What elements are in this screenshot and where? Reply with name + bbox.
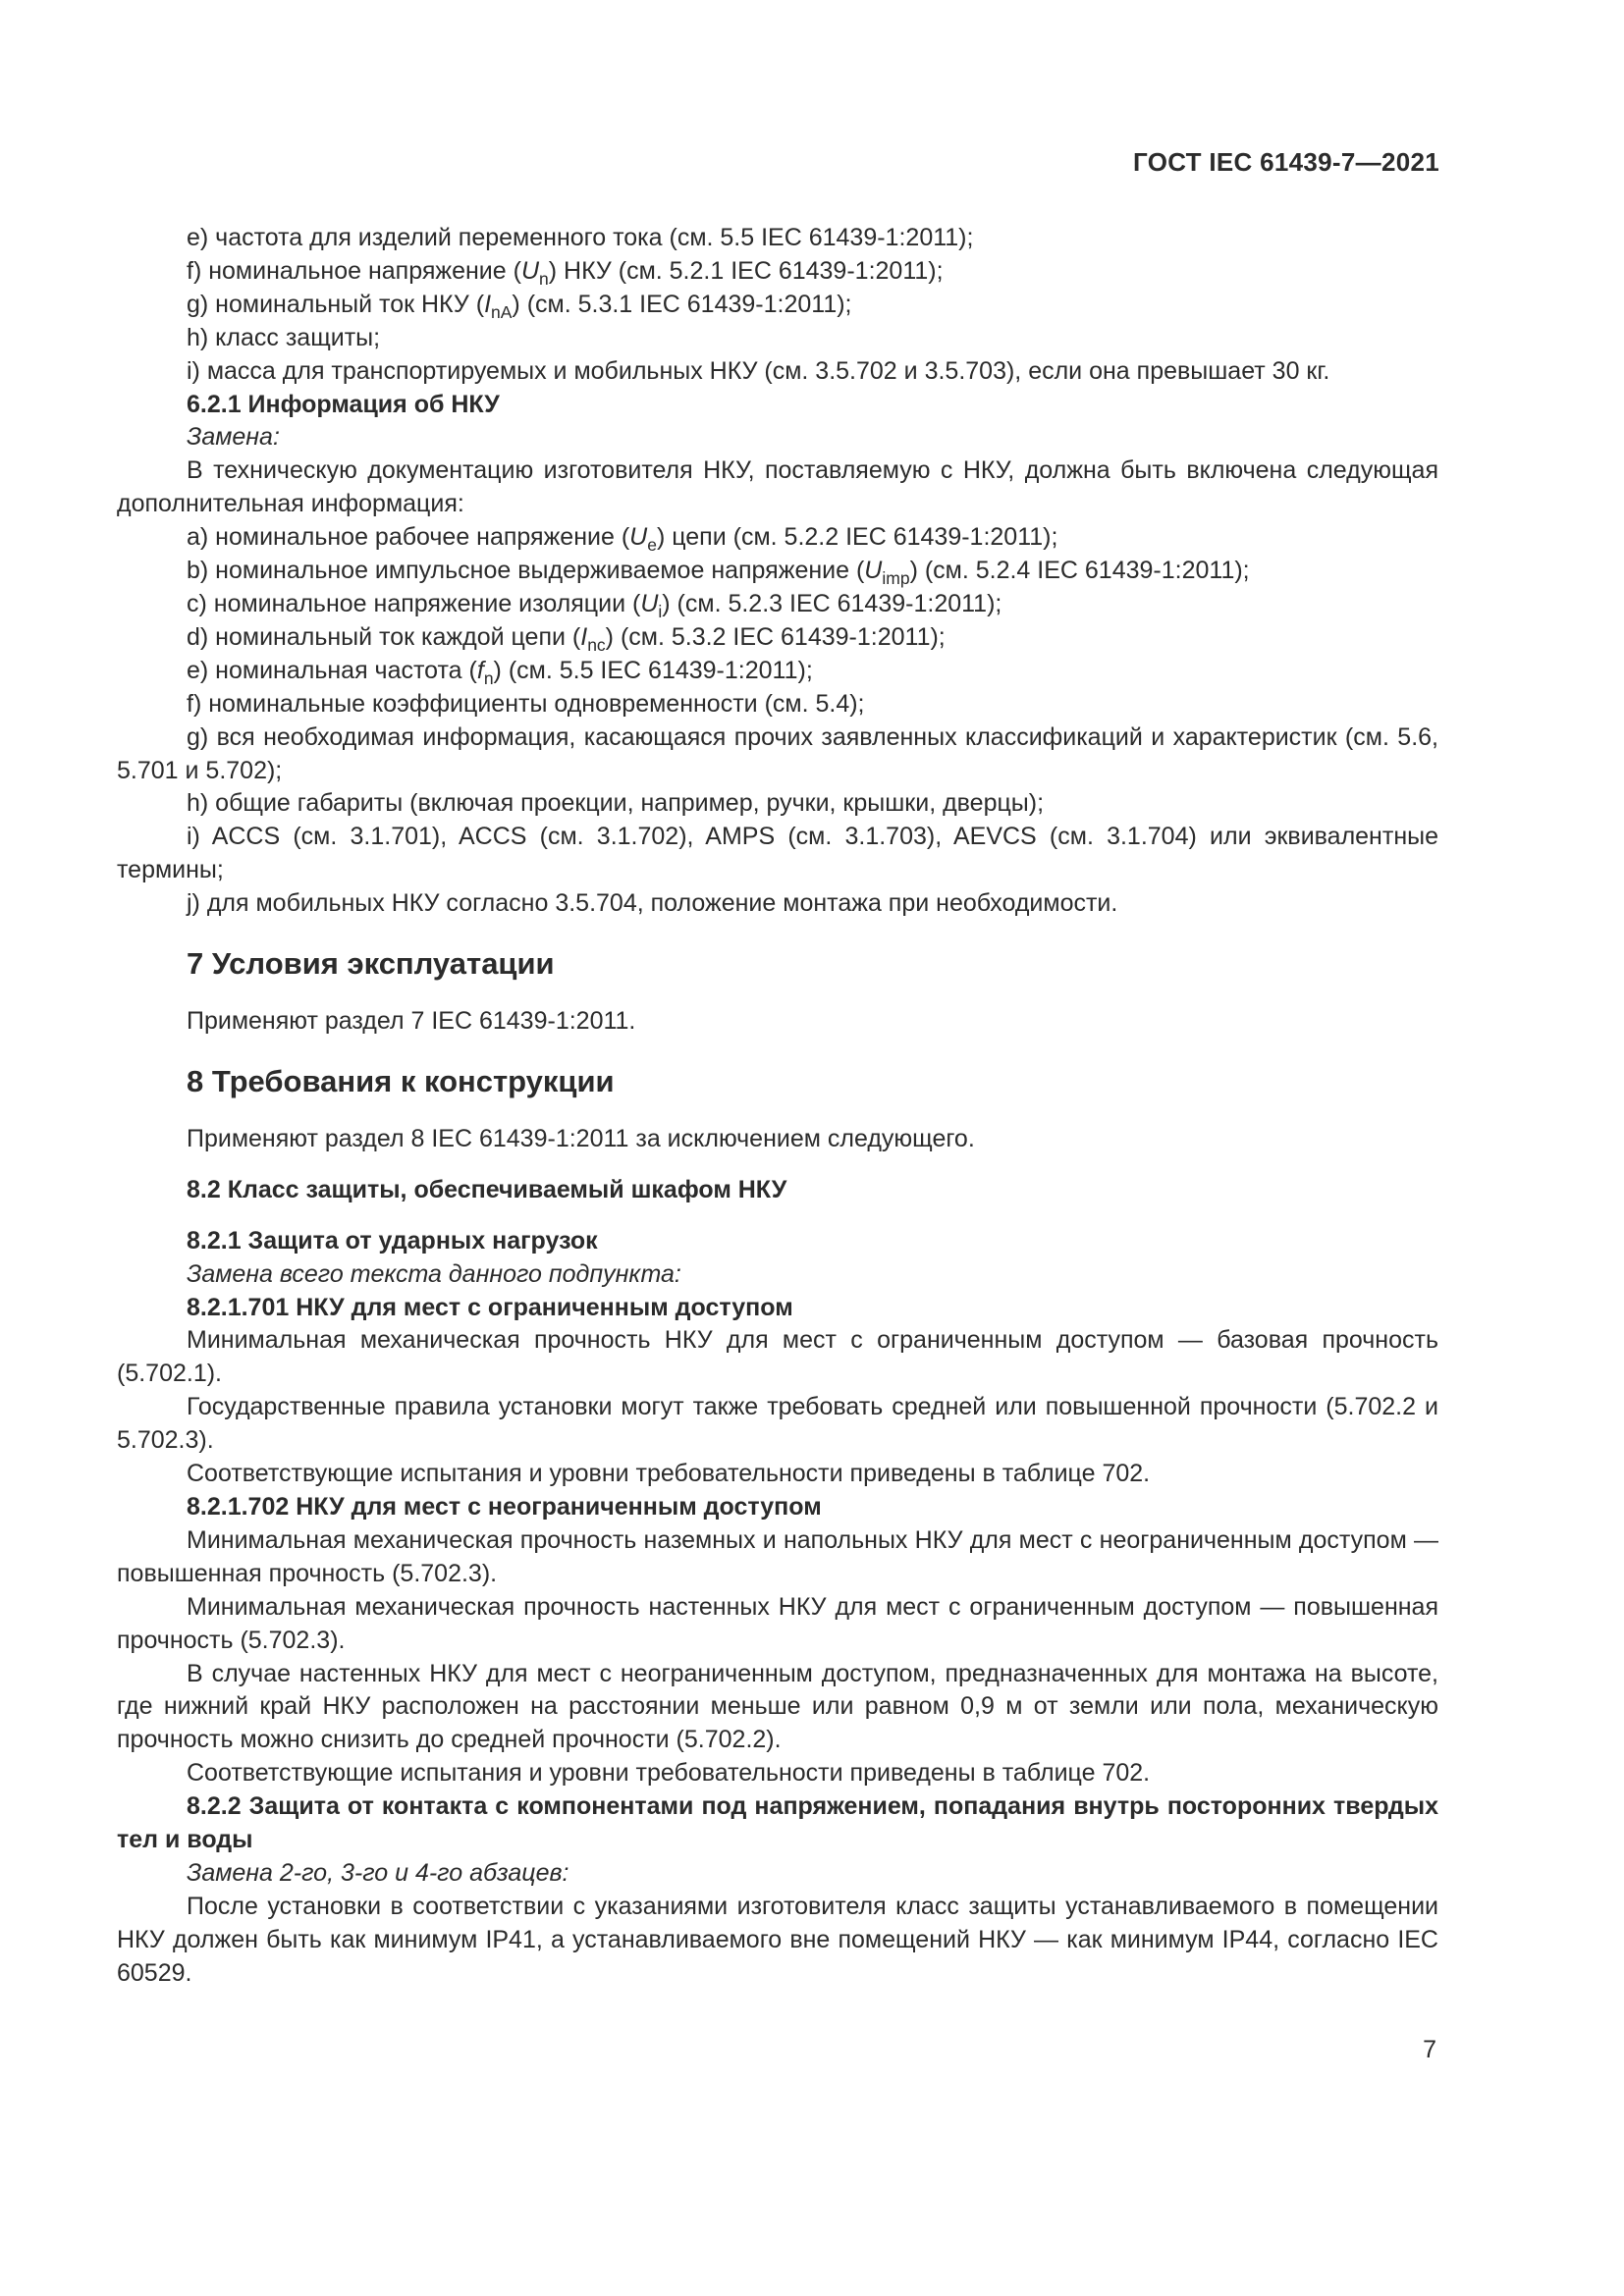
section-7-text: Применяют раздел 7 IEC 61439-1:2011. [187, 1007, 636, 1036]
section-8-2-1-replace-note: Замена всего текста данного подпункта: [187, 1259, 681, 1288]
section-8-2-title: 8.2 Класс защиты, обеспечиваемый шкафом НКУ [187, 1175, 787, 1203]
section-8-2-1-702-paragraph: В случае настенных НКУ для мест с неограниченным доступом, предназначенных для монтажа на высоте, где нижний край НКУ расположен на расстоянии меньше или равном 0,9 м от земли или пола, механическую прочность можно снизить до средней прочности (5.702.2). [117, 1659, 1438, 1754]
info-item-j: j) для мобильных НКУ согласно 3.5.704, положение монтажа при необходимости. [187, 889, 1118, 918]
info-item-h: h) общие габариты (включая проекции, например, ручки, крышки, дверцы); [187, 789, 1045, 818]
info-item-i: i) ACCS (см. 3.1.701), ACCS (см. 3.1.702), AMPS (см. 3.1.703), AEVCS (см. 3.1.704) или эквивалентные термины; [117, 823, 1438, 884]
document-code-header: ГОСТ IEC 61439-7—2021 [1133, 147, 1439, 177]
list-item-e: e) частота для изделий переменного тока (см. 5.5 IEC 61439-1:2011); [187, 224, 974, 251]
section-8-2-2-title: 8.2.2 Защита от контакта с компонентами под напряжением, попадания внутрь посторонних твердых тел и воды [117, 1792, 1438, 1854]
list-item-f: f) номинальное напряжение $(U_n)$ НКУ (см. 5.2.1 IEC 61439-1:2011); [187, 256, 944, 290]
info-item-a: a) номинальное рабочее напряжение $(U_e)$ цепи (см. 5.2.2 IEC 61439-1:2011); [187, 523, 1058, 556]
info-item-f: f) номинальные коэффициенты одновременности (см. 5.4); [187, 689, 865, 718]
section-8-2-1-702-title: 8.2.1.702 НКУ для мест с неограниченным доступом [187, 1493, 822, 1521]
section-7-heading: 7 Условия эксплуатации [187, 946, 555, 982]
section-6-2-1-replace-note: Замена: [187, 423, 280, 452]
page-body [117, 222, 1438, 1991]
section-8-2-1-701-paragraph: Минимальная механическая прочность НКУ для мест с ограниченным доступом — базовая прочность (5.702.1). [117, 1326, 1438, 1388]
section-8-2-1-title: 8.2.1 Защита от ударных нагрузок [187, 1226, 598, 1255]
section-8-2-2-paragraph: После установки в соответствии с указаниями изготовителя класс защиты устанавливаемого в помещении НКУ должен быть как минимум IP41, а устанавливаемого вне помещений НКУ — как минимум IP44, согласно IEC 60529. [117, 1892, 1438, 1987]
section-8-heading: 8 Требования к конструкции [187, 1063, 615, 1098]
section-6-2-1-intro: В техническую документацию изготовителя НКУ, поставляемую с НКУ, должна быть включена следующая дополнительная информация: [117, 456, 1438, 518]
info-item-b: b) номинальное импульсное выдерживаемое напряжение $(U_{imp})$ (см. 5.2.4 IEC 61439-1:2011); [187, 557, 1250, 589]
info-item-e: e) номинальная частота $(f_n)$ (см. 5.5 IEC 61439-1:2011); [187, 656, 813, 688]
info-item-g: g) вся необходимая информация, касающаяся прочих заявленных классификаций и характеристик (см. 5.6, 5.701 и 5.702); [117, 722, 1438, 784]
section-8-2-1-702-paragraph: Минимальная механическая прочность настенных НКУ для мест с ограниченным доступом — повышенная прочность (5.702.3). [117, 1592, 1438, 1654]
section-6-2-1-title: 6.2.1 Информация об НКУ [187, 390, 500, 418]
section-8-2-1-701-paragraph: Соответствующие испытания и уровни требовательности приведены в таблице 702. [187, 1460, 1151, 1488]
info-item-c: c) номинальное напряжение изоляции $(U_i)$ (см. 5.2.3 IEC 61439-1:2011); [187, 589, 1002, 622]
list-item-g: g) номинальный ток НКУ $(I_{nA})$ (см. 5.3.1 IEC 61439-1:2011); [187, 290, 852, 322]
list-item-h: h) класс защиты; [187, 323, 381, 351]
section-8-2-1-701-title: 8.2.1.701 НКУ для мест с ограниченным доступом [187, 1293, 793, 1321]
list-item-i: i) масса для транспортируемых и мобильных НКУ (см. 3.5.702 и 3.5.703), если она превышает 30 кг. [187, 356, 1330, 385]
section-8-2-2-replace-note: Замена 2-го, 3-го и 4-го абзацев: [187, 1858, 569, 1887]
page-number: 7 [1423, 2036, 1436, 2063]
section-8-2-1-702-paragraph: Минимальная механическая прочность наземных и напольных НКУ для мест с неограниченным доступом — повышенная прочность (5.702.3). [117, 1525, 1438, 1587]
info-item-d: d) номинальный ток каждой цепи $(I_{nc})$ (см. 5.3.2 IEC 61439-1:2011); [187, 622, 946, 655]
section-8-2-1-702-paragraph: Соответствующие испытания и уровни требовательности приведены в таблице 702. [187, 1759, 1151, 1788]
section-8-2-1-701-paragraph: Государственные правила установки могут также требовать средней или повышенной прочности (5.702.2 и 5.702.3). [117, 1393, 1438, 1455]
section-8-text: Применяют раздел 8 IEC 61439-1:2011 за исключением следующего. [187, 1124, 975, 1152]
